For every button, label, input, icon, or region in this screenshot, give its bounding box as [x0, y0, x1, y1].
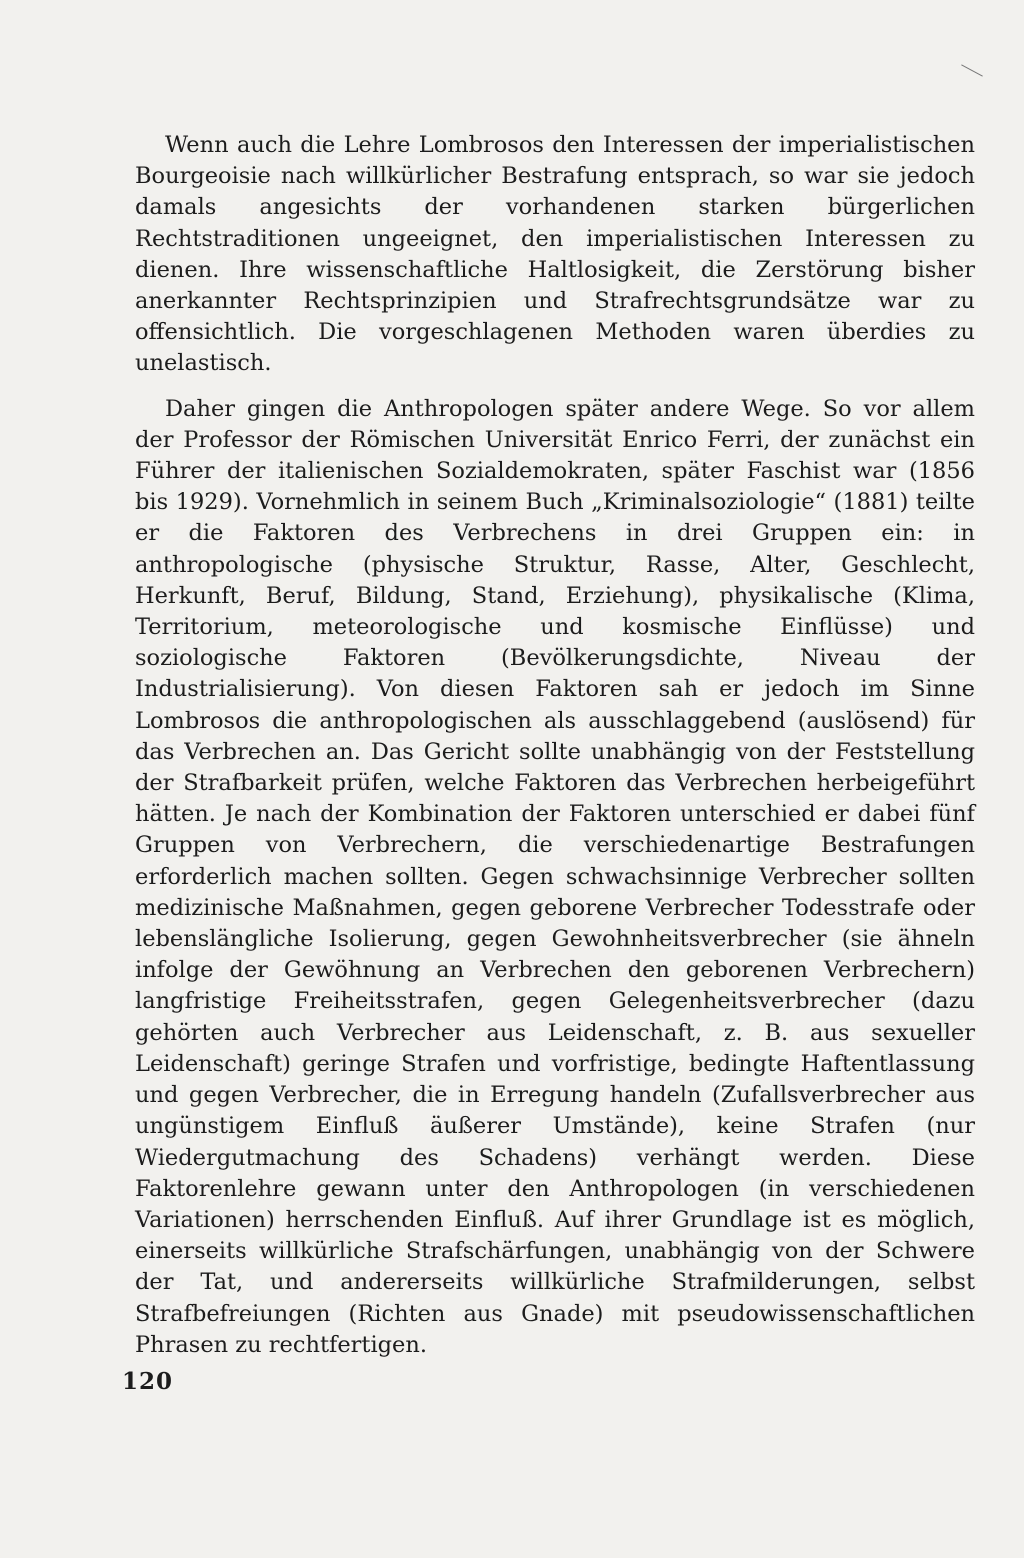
page-number: 120	[122, 1368, 174, 1395]
paragraph-2: Daher gingen die Anthropologen später andere Wege. So vor allem der Professor der Römischen Universität Enrico Ferri, der zunächst ein Führer der italienischen Sozialdemokraten, später Faschist war (1856 bis 1929). Vornehmlich in seinem Buch „Kriminalsoziologie“ (1881) teilte er die Faktoren des Verbrechens in drei Gruppen ein: in anthropologische (physische Struktur, Rasse, Alter, Geschlecht, Herkunft, Beruf, Bildung, Stand, Erziehung), physikalische (Klima, Territorium, meteorologische und kosmische Einflüsse) und soziologische Faktoren (Bevölkerungsdichte, Niveau der Industrialisierung). Von diesen Faktoren sah er jedoch im Sinne Lombrosos die anthropologischen als ausschlaggebend (auslösend) für das Verbrechen an. Das Gericht sollte unabhängig von der Feststellung der Strafbarkeit prüfen, welche Faktoren das Verbrechen herbeigeführt hätten. Je nach der Kombination der Faktoren unterschied er dabei fünf Gruppen von Verbrechern, die verschiedenartige Bestrafungen erforderlich machen sollten. Gegen schwachsinnige Verbrecher sollten medizinische Maßnahmen, gegen geborene Verbrecher Todesstrafe oder lebenslängliche Isolierung, gegen Gewohnheitsverbrecher (sie ähneln infolge der Gewöhnung an Verbrechen den geborenen Verbrechern) langfristige Freiheitsstrafen, gegen Gelegenheitsverbrecher (dazu gehörten auch Verbrecher aus Leidenschaft, z. B. aus sexueller Leidenschaft) geringe Strafen und vorfristige, bedingte Haftentlassung und gegen Verbrecher, die in Erregung handeln (Zufallsverbrecher aus ungünstigem Einfluß äußerer Umstände), keine Strafen (nur Wiedergutmachung des Schadens) verhängt werden. Diese Faktorenlehre gewann unter den Anthropologen (in verschiedenen Variationen) herrschenden Einfluß. Auf ihrer Grundlage ist es möglich, einerseits willkürliche Strafschärfungen, unabhängig von der Schwere der Tat, und andererseits willkürliche Strafmilderungen, selbst Strafbefreiungen (Richten aus Gnade) mit pseudowissenschaftlichen Phrasen zu rechtfertigen.	[135, 395, 975, 1358]
paragraph-1: Wenn auch die Lehre Lombrosos den Interessen der imperialistischen Bourgeoisie nach willkürlicher Bestrafung entsprach, so war sie jedoch damals angesichts der vorhandenen starken bürgerlichen Rechtstraditionen ungeeignet, den imperialistischen Interessen zu dienen. Ihre wissenschaftliche Haltlosigkeit, die Zerstörung bisher anerkannter Rechtsprinzipien und Strafrechtsgrundsätze war zu offensichtlich. Die vorgeschlagenen Methoden waren überdies zu unelastisch.	[135, 132, 975, 377]
scan-mark	[961, 64, 983, 76]
page-body	[135, 130, 975, 1375]
